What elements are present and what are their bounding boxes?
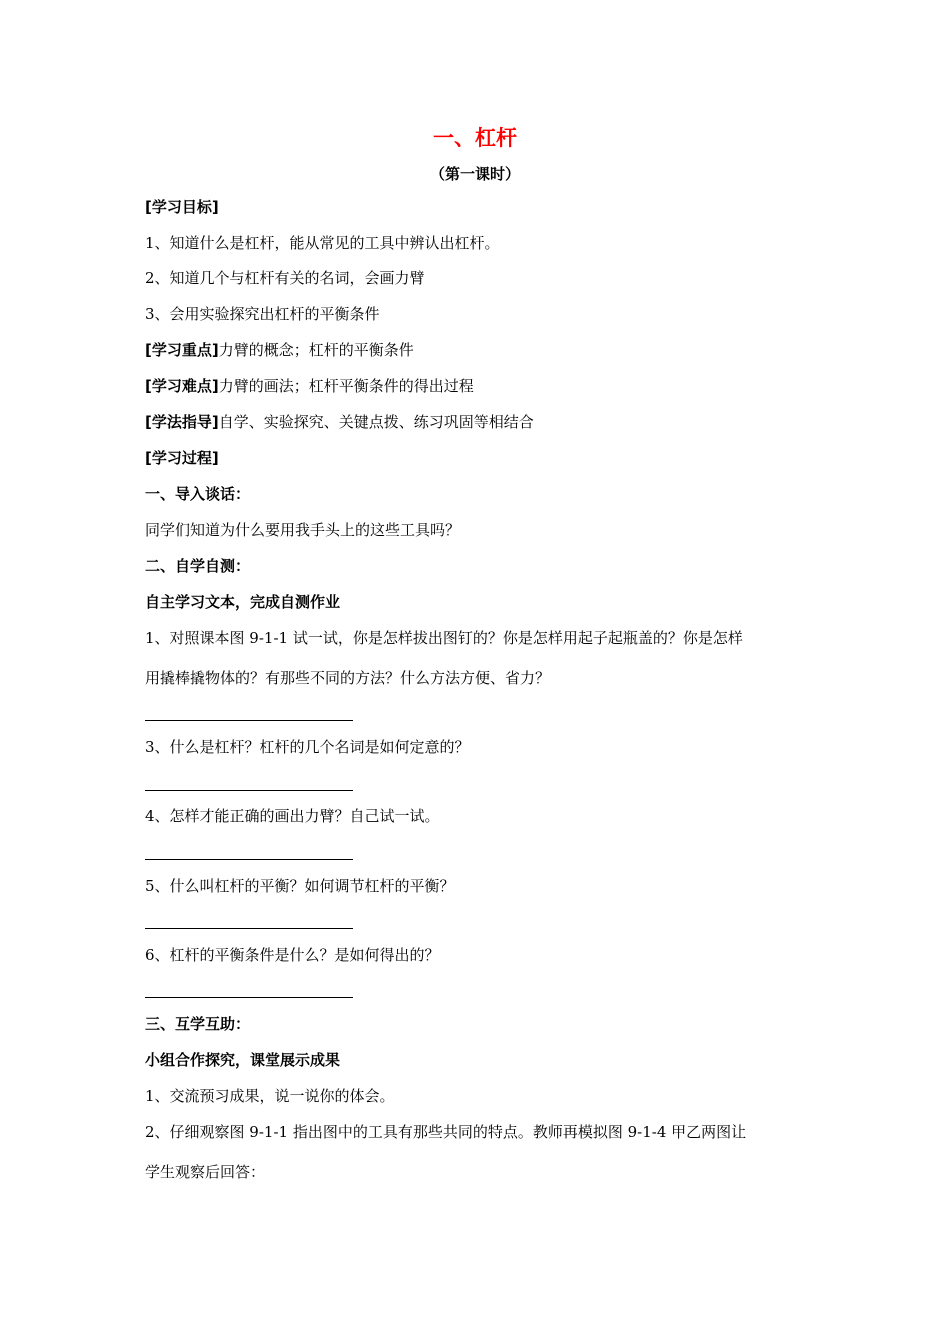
goals-heading: [学习目标] xyxy=(145,198,219,216)
paragraph: 同学们知道为什么要用我手头上的这些工具吗？ xyxy=(145,521,461,539)
question-item: 1、对照课本图 9-1-1 试一试，你是怎样拔出图钉的？你是怎样用起子起瓶盖的？你是怎样 xyxy=(145,629,743,647)
question-item: 4、怎样才能正确的画出力臂？自己试一试。 xyxy=(145,807,440,825)
activity-item-continued: 学生观察后回答： xyxy=(145,1163,266,1181)
section-subheading: 小组合作探究，课堂展示成果 xyxy=(145,1051,341,1069)
document-subtitle: （第一课时） xyxy=(429,165,520,183)
goal-item: 3、会用实验探究出杠杆的平衡条件 xyxy=(145,305,380,323)
section-heading: 三、互学互助： xyxy=(145,1015,251,1033)
question-item: 6、杠杆的平衡条件是什么？是如何得出的？ xyxy=(145,946,440,964)
process-heading: [学习过程] xyxy=(145,449,219,467)
activity-item: 2、仔细观察图 9-1-1 指出图中的工具有那些共同的特点。教师再模拟图 9-1-4 甲乙两图让 xyxy=(145,1123,747,1141)
key-points-label: [学习重点] xyxy=(145,341,219,359)
answer-line xyxy=(145,859,353,860)
activity-item: 1、交流预习成果，说一说你的体会。 xyxy=(145,1087,395,1105)
method-row xyxy=(145,412,825,432)
section-heading: 二、自学自测： xyxy=(145,557,251,575)
key-points-row xyxy=(145,340,825,360)
method-text: 自学、实验探究、关键点拨、练习巩固等相结合 xyxy=(218,413,534,431)
difficulties-row xyxy=(145,376,825,396)
key-points-text: 力臂的概念；杠杆的平衡条件 xyxy=(218,341,414,359)
answer-line xyxy=(145,720,353,721)
section-subheading: 自主学习文本，完成自测作业 xyxy=(145,593,341,611)
question-item: 5、什么叫杠杆的平衡？如何调节杠杆的平衡？ xyxy=(145,877,455,895)
question-item-continued: 用撬棒撬物体的？有那些不同的方法？什么方法方便、省力？ xyxy=(145,669,551,687)
difficulties-label: [学习难点] xyxy=(145,377,219,395)
answer-line xyxy=(145,790,353,791)
goal-item: 1、知道什么是杠杆，能从常见的工具中辨认出杠杆。 xyxy=(145,234,500,252)
answer-line xyxy=(145,928,353,929)
method-label: [学法指导] xyxy=(145,413,219,431)
document-title: 一、杠杆 xyxy=(433,126,517,150)
difficulties-text: 力臂的画法；杠杆平衡条件的得出过程 xyxy=(218,377,474,395)
goal-item: 2、知道几个与杠杆有关的名词，会画力臂 xyxy=(145,269,425,287)
section-heading: 一、导入谈话： xyxy=(145,485,251,503)
answer-line xyxy=(145,997,353,998)
question-item: 3、什么是杠杆？杠杆的几个名词是如何定意的？ xyxy=(145,738,470,756)
